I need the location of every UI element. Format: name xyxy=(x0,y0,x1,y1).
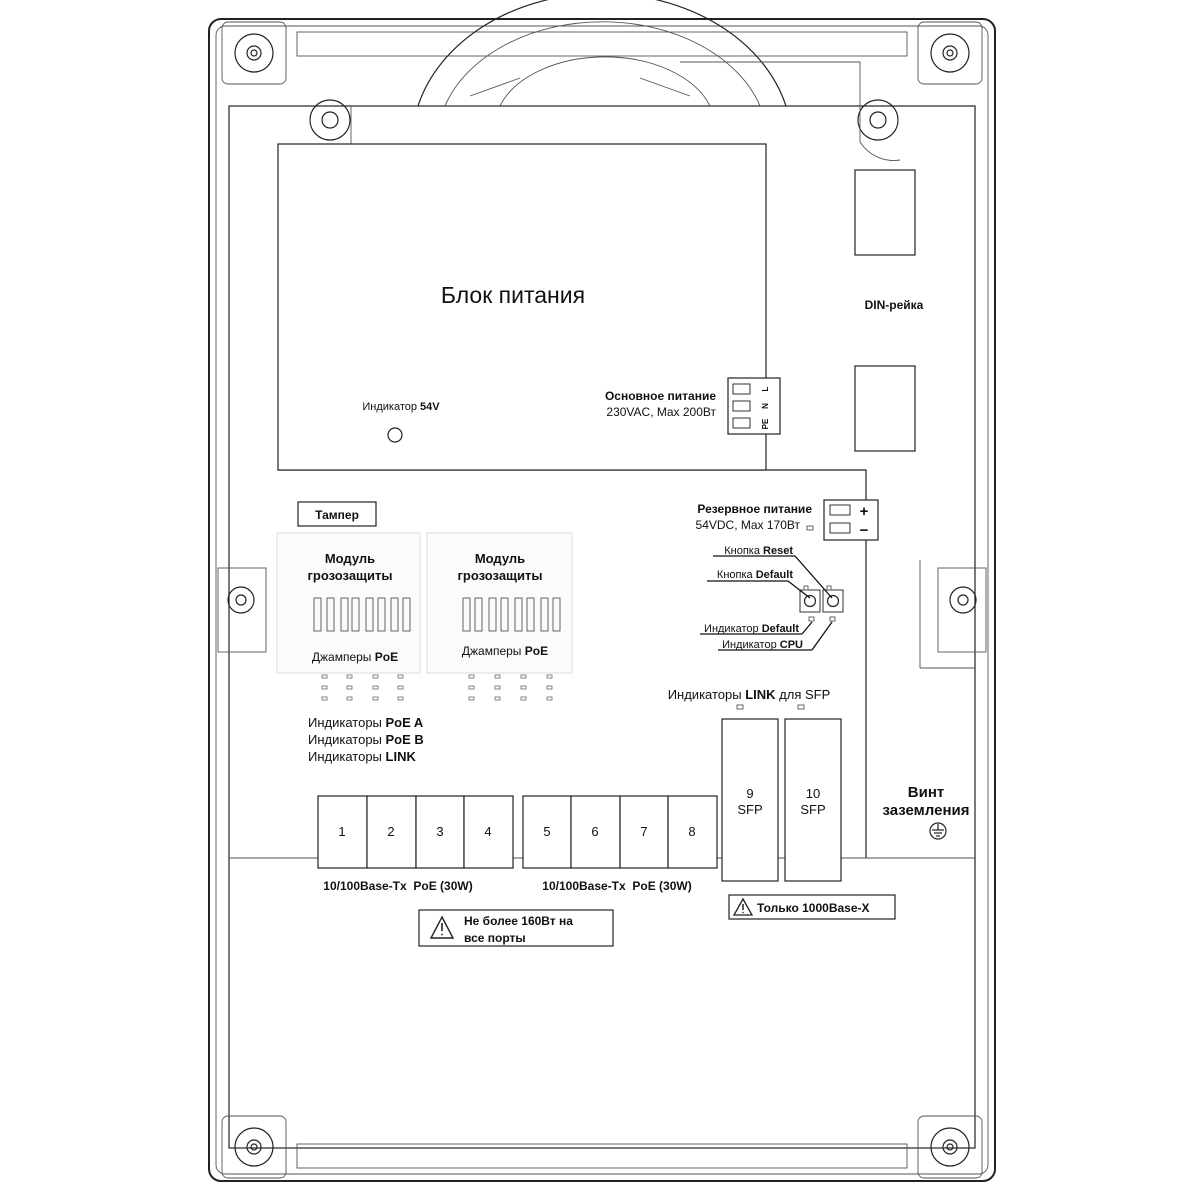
fan-icon xyxy=(418,0,786,106)
sfp-only-warning-text: Только 1000Base-X xyxy=(757,901,870,915)
sfp-port-type: SFP xyxy=(737,802,763,817)
backup-power xyxy=(696,500,878,540)
main-power-spec: 230VAC, Max 200Вт xyxy=(606,405,716,419)
tamper-label-box xyxy=(298,502,376,526)
port-number: 2 xyxy=(387,824,395,839)
surge-module-title: Модуль xyxy=(474,551,526,566)
corner-screw-icon xyxy=(918,1116,982,1178)
port-number: 8 xyxy=(688,824,696,839)
side-screw-icon xyxy=(228,587,254,613)
side-screw-icon xyxy=(950,587,976,613)
sfp-port-number: 9 xyxy=(746,786,754,801)
reset-button-label: Кнопка Reset xyxy=(724,545,793,557)
minus-icon: − xyxy=(859,522,869,539)
reset-default-buttons xyxy=(800,586,843,621)
rj45-ports xyxy=(318,796,717,868)
default-indicator-label: Индикатор Default xyxy=(704,623,799,635)
poe-jumpers-label: Джамперы PoE xyxy=(311,650,399,664)
ground-screw-label: Винт xyxy=(907,784,945,801)
sfp-ports xyxy=(722,719,841,881)
port-group-label-5-8: 10/100Base-Tx PoE (30W) xyxy=(542,879,692,893)
backup-power-title: Резервное питание xyxy=(697,502,812,516)
poe-budget-warning-text: Не более 160Вт на xyxy=(464,914,573,928)
plus-icon: + xyxy=(859,503,869,520)
sfp-link-indicators-label: Индикаторы LINK для SFP xyxy=(667,687,831,702)
din-rail-label: DIN-рейка xyxy=(864,298,924,312)
port-number: 6 xyxy=(591,824,599,839)
surge-module-title: грозозащиты xyxy=(307,568,393,583)
corner-screw-icon xyxy=(222,1116,286,1178)
default-button-label: Кнопка Default xyxy=(716,569,793,581)
sfp-link-led xyxy=(737,705,743,709)
terminal-label-pe: PE xyxy=(761,418,770,430)
ground-screw-label: заземления xyxy=(882,802,970,819)
indicator-legend xyxy=(308,715,424,764)
backup-power-terminal xyxy=(824,500,878,540)
corner-screw-icon xyxy=(918,22,982,84)
power-supply-block xyxy=(278,144,780,470)
surge-module-title: грозозащиты xyxy=(457,568,543,583)
port-number: 1 xyxy=(338,824,346,839)
poe-budget-warning xyxy=(419,910,613,946)
port-led-indicators xyxy=(322,675,552,700)
din-rail xyxy=(855,170,924,451)
main-power-title: Основное питание xyxy=(604,389,716,403)
poe-budget-warning-text: все порты xyxy=(464,931,526,945)
terminal-label-n: N xyxy=(761,403,770,409)
corner-screw-icon xyxy=(222,22,286,84)
port-number: 7 xyxy=(640,824,648,839)
cpu-indicator-label: Индикатор CPU xyxy=(722,639,803,651)
surge-module-1 xyxy=(277,533,420,673)
legend-poe-a: Индикаторы PoE A xyxy=(308,715,424,730)
power-supply-title: Блок питания xyxy=(440,282,586,308)
tamper-label: Тампер xyxy=(315,508,359,522)
sfp-port-number: 10 xyxy=(805,786,821,801)
port-number: 3 xyxy=(436,824,444,839)
ground-icon xyxy=(930,823,946,839)
sfp-link-led xyxy=(798,705,804,709)
backup-power-spec: 54VDC, Max 170Вт xyxy=(695,518,800,532)
poe-jumpers-label: Джамперы PoE xyxy=(461,644,549,658)
port-number: 5 xyxy=(543,824,551,839)
surge-module-2 xyxy=(427,533,572,673)
legend-poe-b: Индикаторы PoE B xyxy=(308,732,424,747)
legend-link: Индикаторы LINK xyxy=(308,749,416,764)
ground-screw xyxy=(883,784,970,839)
indicator-54v-label: Индикатор 54V xyxy=(362,401,440,413)
surge-module-title: Модуль xyxy=(324,551,376,566)
port-group-label-1-4: 10/100Base-Tx PoE (30W) xyxy=(323,879,473,893)
sfp-only-warning xyxy=(729,895,895,919)
sfp-port-type: SFP xyxy=(800,802,826,817)
terminal-label-l: L xyxy=(761,386,770,392)
main-power-terminal xyxy=(728,378,780,434)
port-number: 4 xyxy=(484,824,492,839)
